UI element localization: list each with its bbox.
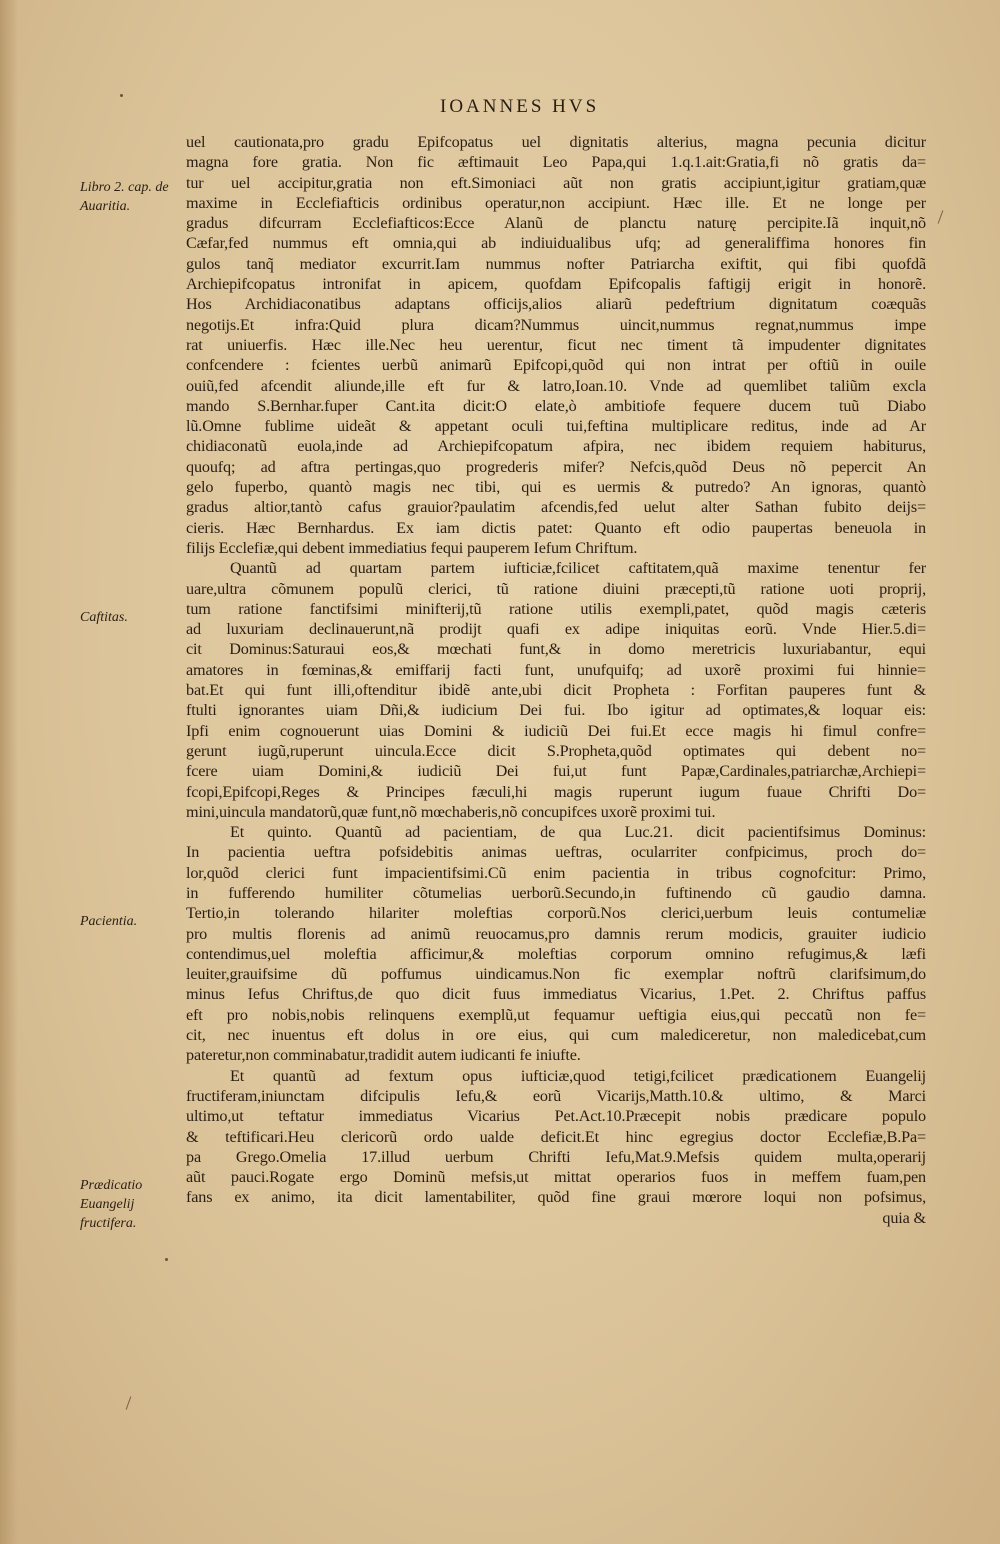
text-line: in fufferendo humiliter cõtumelias uerborũ.Secundo,in fuftinendo cũ gaudio damna. xyxy=(186,883,926,902)
margin-note-praedicatio: Prædicatio Euangelij fructifera. xyxy=(80,1178,143,1231)
text-line: ad luxuriam declinauerunt,nã prodijt quafi ex adipe iniquitas eorũ. Vnde Hier.5.di= xyxy=(186,620,926,639)
text-line: magna fore gratia. Non fic æftimauit Leo Papa,qui 1.q.1.ait:Gratia,fi nõ gratis da= xyxy=(186,153,926,172)
text-line: filijs Ecclefiæ,qui debent immediatius fequi pauperem Iefum Chriftum. xyxy=(186,538,638,557)
text-line: fans ex animo, ita dicit lamentabiliter, quõd fine graui mœrore loqui non pofsimus, xyxy=(186,1188,926,1207)
text-line: aũt pauci.Rogate ergo Dominũ mefsis,ut mittat operarios fuos in meffem fuam,pen xyxy=(186,1168,926,1187)
text-line: gelo fuperbo, quantò magis nec tibi, qui es uermis & putredo? An ignoras, quantò xyxy=(186,478,926,497)
margin-note-pacientia: Pacientia. xyxy=(80,914,138,929)
text-line: Archiepifcopatus intronifat in apicem, quofdam Epifcopalis faftigij erigit in honorẽ. xyxy=(186,275,926,294)
text-line: bat.Et qui funt illi,oftenditur ibidẽ ante,ubi dicit Propheta : Forfitan pauperes funt & xyxy=(186,681,926,700)
text-line: contendimus,uel moleftia afficimur,& moleftias corporum omnino refugimus,& læfi xyxy=(186,944,926,963)
text-line: fcopi,Epifcopi,Reges & Principes fæculi,hi magis ruperunt iugum fuaue Chrifti Do= xyxy=(186,782,926,801)
text-line: cieris. Hæc Bernhardus. Ex iam dictis patet: Quanto eft odio paupertas beneuola in xyxy=(186,518,926,537)
text-line: cit, nec inuentus eft dolus in ore eius, qui cum malediceretur, non maledicebat,cum xyxy=(186,1026,926,1045)
text-line: Ipfi enim cognouerunt uias Domini & iudiciũ Dei fui.Et ecce magis hi fimul confre= xyxy=(186,721,926,740)
text-line: lũ.Omne fublime uideãt & appetant oculi tui,feftina multiplicare reditus, inde ad Ar xyxy=(186,417,926,436)
text-line: leuiter,grauifsime dũ poffumus uindicamus.Non fic exemplar noftrũ clarifsimum,do xyxy=(186,965,926,984)
text-line: lor,quõd clerici funt impacientifsimi.Cũ enim pacientia in tribus cognofcitur: Primo, xyxy=(186,863,926,882)
text-line: quoufq; ad aftra pertingas,quo progrederis mifer? Nefcis,quõd Deus nõ pepercit An xyxy=(186,457,926,476)
text-line: ftulti ignorantes uiam Dñi,& iudicium Dei fui. Ibo igitur ad optimates,& loquar eis: xyxy=(186,701,926,720)
ink-mark xyxy=(126,1396,132,1409)
text-line: uare,ultra cõmunem populũ clerici, tũ ratione diuini præcepti,tũ ratione uoti proprij, xyxy=(186,579,926,598)
gutter-shadow xyxy=(0,0,18,1544)
text-line: Et quinto. Quantũ ad pacientiam, de qua Luc.21. dicit pacientifsimus Dominus: xyxy=(230,823,926,842)
text-line: gradus difcurram Ecclefiafticos:Ecce Alanũ de planctu naturę percipite.Iã inquit,nõ xyxy=(186,214,926,233)
text-line: rat uniuerfis. Hæc ille.Nec heu uerentur, ficut nec timent tã impudenter dignitates xyxy=(186,335,926,354)
text-line: cit Dominus:Saturaui eos,& mœchati funt,& in domo meretricis luxuriabantur, equi xyxy=(186,640,926,659)
text-line: amatores in fœminas,& emiffarij facti funt, unufquifq; ad uxorẽ proximi fui hinnie= xyxy=(186,660,926,679)
text-line: tur uel accipitur,gratia non eft.Simoniaci aũt non gratis accipiunt,igitur gratiam,quæ xyxy=(186,173,926,192)
text-line: minus Iefus Chriftus,de quo dicit fuus immediatus Vicarius, 1.Pet. 2. Chriftus paffus xyxy=(186,985,926,1004)
text-line: Cæfar,fed nummus eft omnia,qui ab indiuidualibus ufq; ad generaliffima honores fin xyxy=(186,234,926,253)
text-line: ouiũ,fed afcendit aliunde,ille eft fur & latro,Ioan.10. Vnde ad quemlibet taliũm excla xyxy=(186,376,926,395)
running-head-title: IOANNES HVS xyxy=(440,96,600,117)
text-line: ultimo,ut teftatur immediatus Vicarius Pet.Act.10.Præcepit nobis prædicare populo xyxy=(186,1107,926,1126)
text-line: Quantũ ad quartam partem iufticiæ,fcilicet caftitatem,quã maxime tenentur fer xyxy=(230,559,926,578)
text-line: maxime in Ecclefiafticis ordinibus operatur,non accipiunt. Hæc ille. Et ne longe per xyxy=(186,193,926,212)
text-line: tum ratione fanctifsimi minifterij,tũ ratione utilis exempli,patet, quõd magis cæteris xyxy=(186,599,926,618)
text-line: confcendere : fcientes uerbũ animarũ Epifcopi,quõd qui non intrat per oftiũ in ouile xyxy=(186,356,926,375)
body-text xyxy=(186,132,926,1228)
text-line: In pacientia ueftra pofsidebitis animas ueftras, ocularriter confpicimus, proch do= xyxy=(186,843,926,862)
running-head xyxy=(0,96,1000,126)
ink-mark xyxy=(938,210,944,223)
margin-note-castitas: Caftitas. xyxy=(80,610,128,625)
text-line: & teftificari.Heu clericorũ ordo ualde deficit.Et hinc egregius doctor Ecclefiæ,B.Pa= xyxy=(186,1127,926,1146)
text-line: gulos tanq̃ mediator excurrit.Iam nummus nofter Patriarcha exiftit, qui fibi quofdã xyxy=(186,254,926,273)
text-line: mini,uincula mandatorũ,quæ funt,nõ mœchaberis,nõ concupifces uxorẽ proximi tui. xyxy=(186,802,716,821)
text-line: uel cautionata,pro gradu Epifcopatus uel dignitatis alterius, magna pecunia dicitur xyxy=(186,133,926,151)
text-line: pateretur,non comminabatur,tradidit autem iudicanti fe iniufte. xyxy=(186,1046,581,1065)
text-line: Tertio,in tolerando hilariter moleftias corporũ.Nos clerici,uerbum leuis contumeliæ xyxy=(186,904,926,923)
text-line: Et quantũ ad fextum opus iufticiæ,quod tetigi,fcilicet prædicationem Euangelij xyxy=(230,1066,926,1085)
catchword-line: quia & xyxy=(882,1208,926,1227)
text-line: fcere uiam Domini,& iudiciũ Dei fui,ut funt Papæ,Cardinales,patriarchæ,Archiepi= xyxy=(186,762,926,781)
text-line: mando S.Bernhar.fuper Cant.ita dicit:O elate,ò ambitiofe fequere ducem tuũ Diabo xyxy=(186,396,926,415)
text-line: eft pro nobis,nobis relinquens exemplũ,ut fequamur ueftigia eius,qui peccatũ non fe= xyxy=(186,1005,926,1024)
text-line: Hos Archidiaconatibus adaptans officijs,alios aliarũ pedeftrium dignitatum coæquãs xyxy=(186,295,926,314)
text-line: gradus altior,tantò cafus grauior?paulatim afcendis,fed uelut alter Sathan fubito deijs= xyxy=(186,498,926,517)
text-line: chidiaconatũ euola,inde ad Archiepifcopatum afpira, nec ibidem requiem habiturus, xyxy=(186,437,926,456)
ink-speck xyxy=(120,94,123,97)
text-line: gerunt iugũ,ruperunt uincula.Ecce dicit S.Propheta,quõd optimates qui debent no= xyxy=(186,741,926,760)
text-line: pro multis florenis ad animũ reuocamus,pro damnis rerum modicis, grauiter iudicio xyxy=(186,924,926,943)
text-line: pa Grego.Omelia 17.illud uerbum Chrifti Iefu,Mat.9.Mefsis quidem multa,operarij xyxy=(186,1147,926,1166)
text-line: fructiferam,iniunctam difcipulis Iefu,& eorũ Vicarijs,Matth.10.& ultimo, & Marci xyxy=(186,1086,926,1105)
ink-speck xyxy=(165,1258,168,1261)
text-line: negotijs.Et infra:Quid plura dicam?Nummus uincit,nummus regnat,nummus impe xyxy=(186,315,926,334)
margin-note-avaritia: Libro 2. cap. de Auaritia. xyxy=(80,180,169,214)
